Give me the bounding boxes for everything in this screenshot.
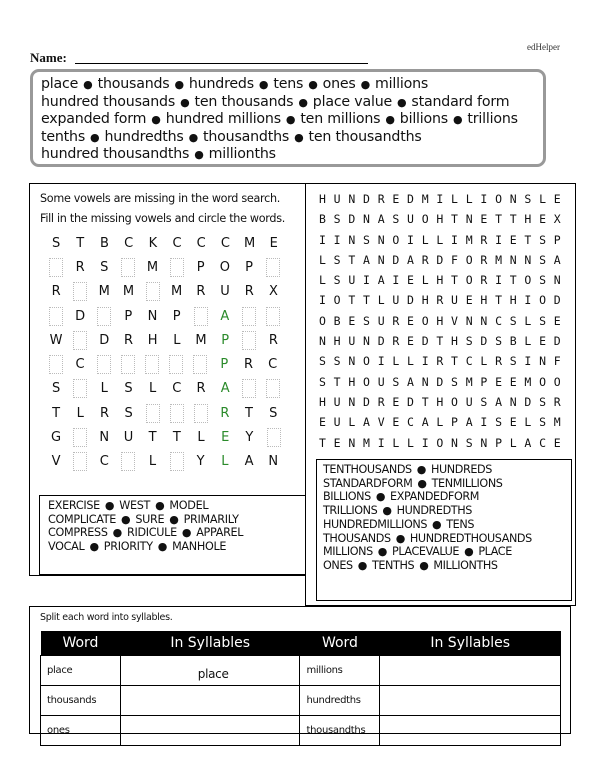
header-syllables: In Syllables — [380, 631, 561, 656]
grid-row — [44, 352, 286, 376]
word-item: VOCAL — [48, 539, 85, 553]
syllables-answer-cell[interactable] — [380, 716, 561, 746]
word-list-line — [41, 111, 535, 129]
word-search-row[interactable]: TENMILLIONSNPLACE — [319, 435, 569, 450]
blank-letter-box[interactable] — [266, 379, 280, 398]
word-item: place — [41, 76, 79, 92]
blank-letter-box[interactable] — [73, 282, 87, 301]
word-item: THOUSANDS — [323, 531, 391, 545]
word-item: millionths — [208, 146, 276, 162]
grid-letter: L — [221, 454, 229, 470]
name-label: Name: — [30, 50, 67, 65]
grid-letter: L — [197, 430, 205, 446]
grid-letter: R — [196, 284, 206, 300]
word-item: PRIMARILY — [183, 512, 239, 526]
grid-row — [44, 328, 286, 352]
blank-letter-box[interactable] — [73, 379, 87, 398]
grid-row — [44, 425, 286, 449]
word-list-line — [323, 559, 565, 573]
word-item: HUNDREDMILLIONS — [323, 517, 428, 531]
grid-row — [44, 255, 286, 279]
blank-letter-box[interactable] — [49, 307, 63, 326]
bullet-icon: ● — [298, 95, 308, 109]
grid-letter: R — [243, 357, 253, 373]
grid-letter: C — [172, 381, 182, 397]
grid-letter: L — [149, 381, 157, 397]
word-item: BILLIONS — [323, 490, 371, 504]
word-item: TENMILLIONS — [431, 476, 503, 490]
bullet-icon: ● — [90, 130, 100, 144]
word-item: hundred millions — [165, 111, 281, 127]
word-search-row[interactable]: OBESUREOHVNNCSLSE — [319, 313, 569, 328]
grid-letter: A — [220, 381, 230, 397]
bullet-icon: ● — [112, 526, 122, 540]
word-item: thousandths — [203, 128, 290, 145]
word-list-line — [48, 526, 299, 540]
grid-letter: W — [49, 332, 63, 348]
syllables-answer-cell[interactable]: place — [120, 656, 300, 686]
grid-row — [44, 450, 286, 474]
bullet-icon: ● — [188, 130, 199, 144]
word-item: ten thousands — [194, 93, 294, 110]
grid-letter: N — [99, 430, 110, 446]
blank-letter-box[interactable] — [242, 331, 256, 350]
word-list-line — [323, 463, 565, 477]
grid-letter: M — [195, 332, 207, 348]
bullet-icon: ● — [157, 539, 168, 553]
word-item: HUNDREDTHOUSANDS — [409, 531, 532, 545]
bullet-icon: ● — [155, 499, 165, 512]
word-list-line — [41, 146, 535, 164]
grid-letter: L — [76, 405, 84, 421]
word-search-row[interactable]: SSNOILLIRTCLRSINF — [319, 354, 569, 369]
blank-letter-box[interactable] — [145, 355, 159, 374]
grid-letter: L — [173, 332, 181, 348]
bullet-icon: ● — [357, 558, 367, 572]
word-list-line — [323, 477, 565, 491]
blank-letter-box[interactable] — [170, 258, 184, 277]
grid-letter: U — [220, 284, 230, 300]
grid-letter: S — [269, 405, 278, 421]
syllables-instructions: Split each word into syllables. — [40, 612, 173, 623]
word-item: WEST — [119, 499, 151, 512]
grid-letter: C — [196, 235, 206, 251]
grid-letter: P — [124, 308, 133, 324]
bullet-icon: ● — [360, 78, 371, 91]
word-item: PLACEVALUE — [392, 545, 460, 559]
bullet-icon: ● — [181, 526, 192, 540]
grid-letter: D — [75, 308, 86, 324]
grid-letter: N — [147, 308, 158, 324]
grid-letter: R — [51, 284, 61, 300]
word-list-line — [41, 76, 535, 94]
word-item: TRILLIONS — [323, 504, 378, 518]
blank-letter-box[interactable] — [121, 355, 135, 374]
word-item: expanded form — [41, 111, 147, 127]
blank-letter-box[interactable] — [170, 452, 184, 471]
grid-letter: T — [148, 430, 157, 446]
blank-letter-box[interactable] — [73, 452, 87, 471]
grid-letter: T — [52, 405, 61, 421]
bullet-icon: ● — [121, 512, 131, 526]
vowel-word-list — [39, 495, 308, 575]
word-list-line — [323, 490, 565, 504]
blank-letter-box[interactable] — [97, 355, 111, 374]
word-item: ten thousandths — [308, 128, 422, 145]
blank-letter-box[interactable] — [242, 379, 256, 398]
grid-letter: C — [172, 235, 182, 251]
grid-letter: A — [244, 454, 254, 470]
word-item: ONES — [323, 558, 353, 572]
table-row — [41, 716, 561, 746]
grid-letter: T — [76, 235, 85, 251]
grid-letter: S — [51, 381, 61, 397]
word-search-row[interactable]: LSTANDARDFORMNNSA — [319, 252, 569, 267]
word-item: TENTHS — [371, 558, 415, 572]
syllables-table — [40, 631, 561, 746]
word-cell: hundredths — [300, 686, 380, 716]
blank-letter-box[interactable] — [266, 258, 280, 277]
syllables-answer-cell[interactable] — [380, 656, 561, 686]
grid-letter: P — [220, 357, 229, 373]
header-word: Word — [41, 631, 121, 656]
bullet-icon: ● — [285, 113, 296, 126]
grid-letter: U — [123, 430, 134, 446]
grid-letter: S — [100, 259, 109, 275]
word-cell: thousands — [41, 686, 121, 716]
word-item: millions — [375, 76, 429, 92]
vowel-instructions — [40, 189, 285, 229]
word-bank — [30, 69, 546, 167]
header-syllables: In Syllables — [120, 631, 300, 656]
word-item: PLACE — [478, 545, 512, 559]
bullet-icon: ● — [377, 545, 387, 559]
grid-letter: R — [220, 405, 230, 421]
name-input-line[interactable] — [75, 63, 368, 64]
bullet-icon: ● — [417, 476, 427, 490]
grid-row — [44, 231, 286, 255]
vowel-grid — [44, 231, 286, 474]
word-cell: thousandths — [300, 716, 380, 746]
bullet-icon: ● — [174, 78, 184, 91]
blank-letter-box[interactable] — [169, 355, 183, 374]
grid-letter: V — [51, 454, 61, 470]
word-search-list — [316, 459, 572, 601]
grid-row — [44, 280, 286, 304]
table-row — [41, 656, 561, 686]
word-search-row[interactable]: HUNDREDTHOUSANDSR — [319, 394, 569, 409]
word-item: EXPANDEDFORM — [390, 490, 479, 504]
bullet-icon: ● — [294, 130, 304, 144]
bullet-icon: ● — [83, 78, 93, 91]
grid-letter: L — [100, 381, 108, 397]
word-item: MODEL — [169, 499, 209, 512]
grid-letter: R — [99, 405, 109, 421]
word-item: thousands — [97, 76, 170, 92]
word-item: trillions — [467, 111, 518, 127]
word-list-line — [41, 94, 535, 112]
word-item: billions — [399, 111, 449, 127]
grid-letter: N — [268, 454, 279, 470]
word-item: hundred thousands — [41, 93, 176, 110]
grid-letter: M — [146, 259, 159, 275]
grid-row — [44, 377, 286, 401]
table-header-row — [41, 631, 561, 656]
header-word: Word — [300, 631, 380, 656]
word-search-grid — [319, 189, 568, 453]
bullet-icon: ● — [453, 113, 463, 126]
word-cell: place — [41, 656, 121, 686]
grid-letter: T — [172, 430, 181, 446]
word-list-line — [48, 540, 299, 554]
syllables-answer-cell[interactable] — [120, 716, 300, 746]
grid-letter: S — [124, 405, 133, 421]
blank-letter-box[interactable] — [266, 307, 280, 326]
grid-letter: P — [196, 259, 205, 275]
word-item: MILLIONS — [323, 545, 373, 559]
word-cell: millions — [300, 656, 380, 686]
grid-letter: D — [99, 332, 110, 348]
word-search-row[interactable]: BSDNASUOHTNETTHEX — [319, 212, 569, 227]
bullet-icon: ● — [89, 539, 99, 553]
word-search-row[interactable]: IOTTLUDHRUEHTHIOD — [319, 293, 569, 308]
word-list-line — [323, 545, 565, 559]
word-item: ten millions — [300, 111, 381, 127]
grid-letter: C — [220, 235, 230, 251]
bullet-icon: ● — [395, 531, 405, 545]
word-search-panel — [305, 183, 576, 606]
word-item: RIDICULE — [126, 526, 177, 540]
syllables-answer-cell[interactable] — [120, 686, 300, 716]
grid-letter: P — [245, 259, 253, 275]
blank-letter-box[interactable] — [146, 282, 160, 301]
instruction-line: Fill in the missing vowels and circle the words. — [40, 212, 285, 225]
vowel-puzzle-panel — [29, 183, 334, 576]
grid-letter: B — [100, 235, 109, 251]
word-item: tenths — [41, 128, 86, 145]
bullet-icon: ● — [419, 558, 429, 572]
blank-letter-box[interactable] — [49, 258, 63, 277]
blank-letter-box[interactable] — [194, 307, 208, 326]
grid-letter: H — [147, 332, 158, 348]
blank-letter-box[interactable] — [97, 307, 111, 326]
grid-letter: P — [172, 308, 181, 324]
grid-letter: R — [268, 332, 278, 348]
syllables-answer-cell[interactable] — [380, 686, 561, 716]
word-item: MILLIONTHS — [433, 558, 498, 572]
grid-letter: P — [221, 332, 230, 348]
word-search-row[interactable]: LSUIAIELHTORITOSN — [319, 273, 569, 288]
word-list-line — [41, 129, 535, 147]
grid-letter: X — [268, 284, 278, 300]
word-item: STANDARDFORM — [323, 476, 413, 490]
grid-letter: L — [148, 454, 157, 470]
word-cell: ones — [41, 716, 121, 746]
grid-letter: C — [124, 235, 134, 251]
blank-letter-box[interactable] — [73, 331, 87, 350]
blank-letter-box[interactable] — [146, 404, 160, 423]
grid-letter: E — [269, 235, 278, 251]
bullet-icon: ● — [258, 78, 269, 91]
bullet-icon: ● — [382, 504, 392, 518]
bullet-icon: ● — [180, 95, 190, 109]
word-item: APPAREL — [196, 526, 244, 540]
bullet-icon: ● — [432, 517, 442, 531]
word-item: place value — [312, 93, 393, 110]
grid-letter: O — [219, 259, 230, 275]
blank-letter-box[interactable] — [49, 355, 63, 374]
word-item: ones — [322, 76, 356, 92]
bullet-icon: ● — [397, 95, 407, 109]
bullet-icon: ● — [169, 512, 179, 526]
blank-letter-box[interactable] — [194, 404, 208, 423]
word-item: COMPRESS — [48, 526, 108, 540]
grid-letter: C — [75, 357, 85, 373]
blank-letter-box[interactable] — [170, 404, 184, 423]
word-item: hundreds — [188, 76, 254, 92]
syllables-panel — [29, 606, 571, 734]
word-item: EXERCISE — [48, 499, 100, 512]
word-item: SURE — [135, 512, 165, 526]
word-item: PRIORITY — [103, 539, 153, 553]
brand-label: edHelper — [527, 42, 560, 52]
bullet-icon: ● — [416, 463, 426, 476]
grid-letter: M — [98, 284, 110, 300]
bullet-icon: ● — [194, 148, 204, 161]
grid-letter: M — [243, 235, 256, 251]
word-item: TENTHOUSANDS — [323, 463, 412, 476]
table-row — [41, 686, 561, 716]
grid-letter: M — [171, 284, 183, 300]
grid-letter: Y — [196, 454, 205, 470]
word-list-line — [323, 518, 565, 532]
word-item: TENS — [446, 517, 475, 531]
blank-letter-box[interactable] — [73, 428, 87, 447]
word-list-line — [48, 513, 299, 527]
grid-letter: G — [51, 430, 62, 446]
grid-letter: S — [124, 381, 133, 397]
word-search-row[interactable]: HUNDREDMILLIONSLE — [319, 192, 569, 206]
word-item: hundred thousandths — [41, 146, 190, 162]
blank-letter-box[interactable] — [121, 452, 135, 471]
grid-letter: K — [148, 235, 158, 251]
word-search-row[interactable]: NHUNDREDTHSDSBLED — [319, 334, 569, 349]
grid-letter: R — [75, 259, 85, 275]
grid-letter: T — [245, 405, 253, 421]
grid-letter: C — [268, 357, 278, 373]
word-item: hundredths — [104, 128, 184, 145]
word-item: HUNDREDS — [430, 463, 492, 476]
instruction-line: Some vowels are missing in the word search. — [40, 192, 280, 205]
grid-letter: C — [99, 454, 109, 470]
grid-letter: A — [220, 308, 230, 324]
blank-letter-box[interactable] — [121, 258, 135, 277]
grid-letter: R — [196, 381, 206, 397]
bullet-icon: ● — [308, 78, 318, 91]
word-item: MANHOLE — [172, 539, 227, 553]
word-item: tens — [273, 76, 304, 92]
blank-letter-box[interactable] — [267, 428, 281, 447]
word-item: COMPLICATE — [48, 512, 117, 526]
word-search-row[interactable]: STHOUSANDSMPEEMOO — [319, 374, 569, 389]
grid-letter: M — [122, 284, 135, 300]
blank-letter-box[interactable] — [242, 307, 256, 326]
grid-letter: E — [221, 430, 230, 446]
word-list-line — [323, 532, 565, 546]
grid-row — [44, 304, 286, 328]
grid-letter: S — [51, 235, 61, 251]
word-list-line — [323, 504, 565, 518]
grid-letter: R — [123, 332, 133, 348]
grid-row — [44, 401, 286, 425]
word-search-row[interactable]: EULAVECALPAISELSM — [319, 415, 569, 430]
word-search-row[interactable]: IINSNOILLIMRIETSP — [319, 232, 569, 247]
bullet-icon: ● — [104, 499, 115, 512]
word-item: standard form — [411, 93, 510, 110]
word-list-line — [48, 499, 299, 513]
word-item: HUNDREDTHS — [396, 504, 472, 518]
bullet-icon: ● — [375, 490, 386, 504]
bullet-icon: ● — [151, 113, 161, 126]
grid-letter: R — [244, 284, 254, 300]
bullet-icon: ● — [464, 545, 474, 559]
blank-letter-box[interactable] — [193, 355, 207, 374]
grid-letter: Y — [245, 430, 254, 446]
bullet-icon: ● — [385, 113, 395, 126]
